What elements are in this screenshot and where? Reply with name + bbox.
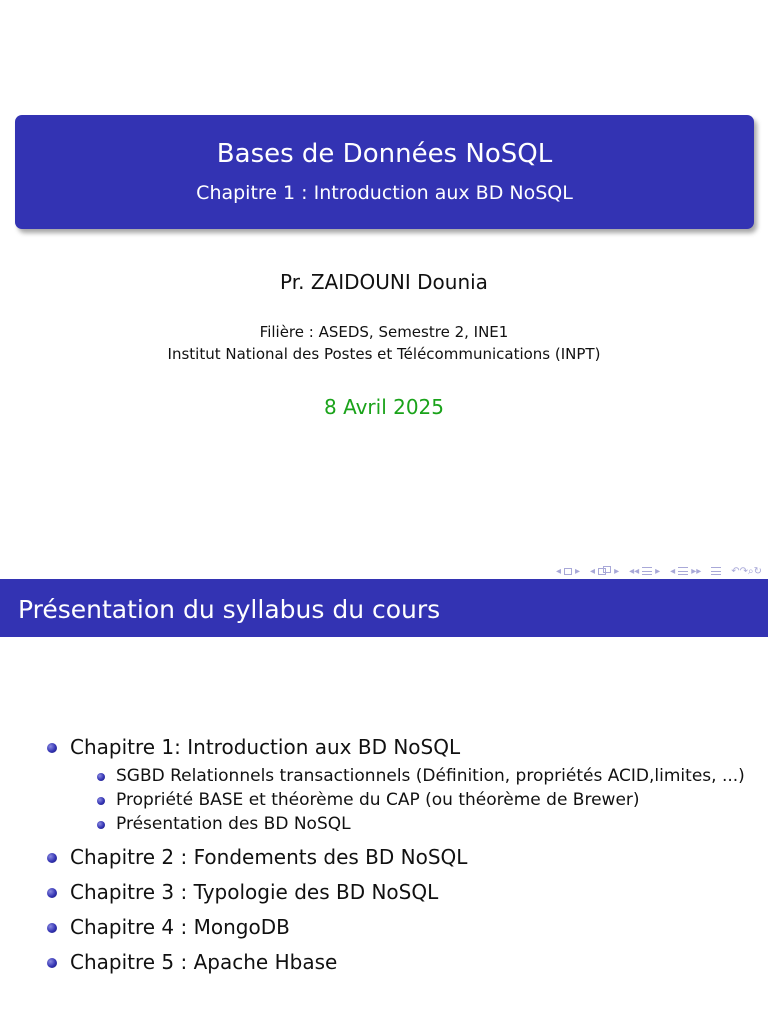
nav-frame-icon[interactable]: ◂ ▸ [555, 565, 581, 577]
nav-toc-icon[interactable]: ◂ ▸▸ [670, 565, 702, 577]
bullet-icon [47, 853, 57, 863]
sub-list-item [70, 764, 760, 788]
institution-name: Institut National des Postes et Télécommunications (INPT) [167, 345, 601, 363]
sub-list [70, 764, 760, 836]
subitem-label: Propriété BASE et théorème du CAP (ou théorème de Brewer) [116, 790, 640, 810]
subitem-label: SGBD Relationnels transactionnels (Définition, propriétés ACID,limites, ...) [116, 766, 745, 786]
nav-search-icon[interactable]: ↶↷⌕↻ [731, 565, 762, 577]
chapter-label: Chapitre 2 : Fondements des BD NoSQL [70, 845, 468, 869]
beamer-navigation-bar [556, 563, 762, 579]
frame-title-bar [0, 579, 768, 637]
institute-block [0, 321, 768, 365]
list-item [45, 948, 760, 976]
chapter-label: Chapitre 1: Introduction aux BD NoSQL [70, 735, 461, 759]
bullet-icon [47, 923, 57, 933]
nav-section-icon[interactable]: ◂◂ ▸ [629, 565, 661, 577]
presentation-title: Bases de Données NoSQL [216, 139, 553, 169]
list-item [45, 878, 760, 906]
list-item [45, 733, 760, 836]
nav-align-icon[interactable] [711, 567, 721, 575]
bullet-icon [47, 743, 57, 753]
sub-list-item [70, 788, 760, 812]
author-name: Pr. ZAIDOUNI Dounia [280, 270, 488, 294]
subitem-label: Présentation des BD NoSQL [116, 814, 351, 834]
list-item [45, 913, 760, 941]
presentation-date: 8 Avril 2025 [323, 395, 445, 419]
chapter-label: Chapitre 3 : Typologie des BD NoSQL [70, 880, 439, 904]
bullet-icon [97, 773, 105, 781]
chapter-label: Chapitre 5 : Apache Hbase [70, 950, 338, 974]
program-info: Filière : ASEDS, Semestre 2, INE1 [259, 323, 509, 341]
bullet-icon [97, 821, 105, 829]
bullet-icon [47, 958, 57, 968]
title-block [15, 115, 754, 229]
bullet-icon [97, 797, 105, 805]
presentation-subtitle: Chapitre 1 : Introduction aux BD NoSQL [196, 182, 573, 204]
syllabus-list [45, 733, 760, 983]
sub-list-item [70, 812, 760, 836]
list-item [45, 843, 760, 871]
bullet-icon [47, 888, 57, 898]
nav-subsection-icon[interactable]: ◂ ▸ [590, 565, 620, 577]
frame-title: Présentation du syllabus du cours [18, 595, 441, 624]
chapter-label: Chapitre 4 : MongoDB [70, 915, 290, 939]
